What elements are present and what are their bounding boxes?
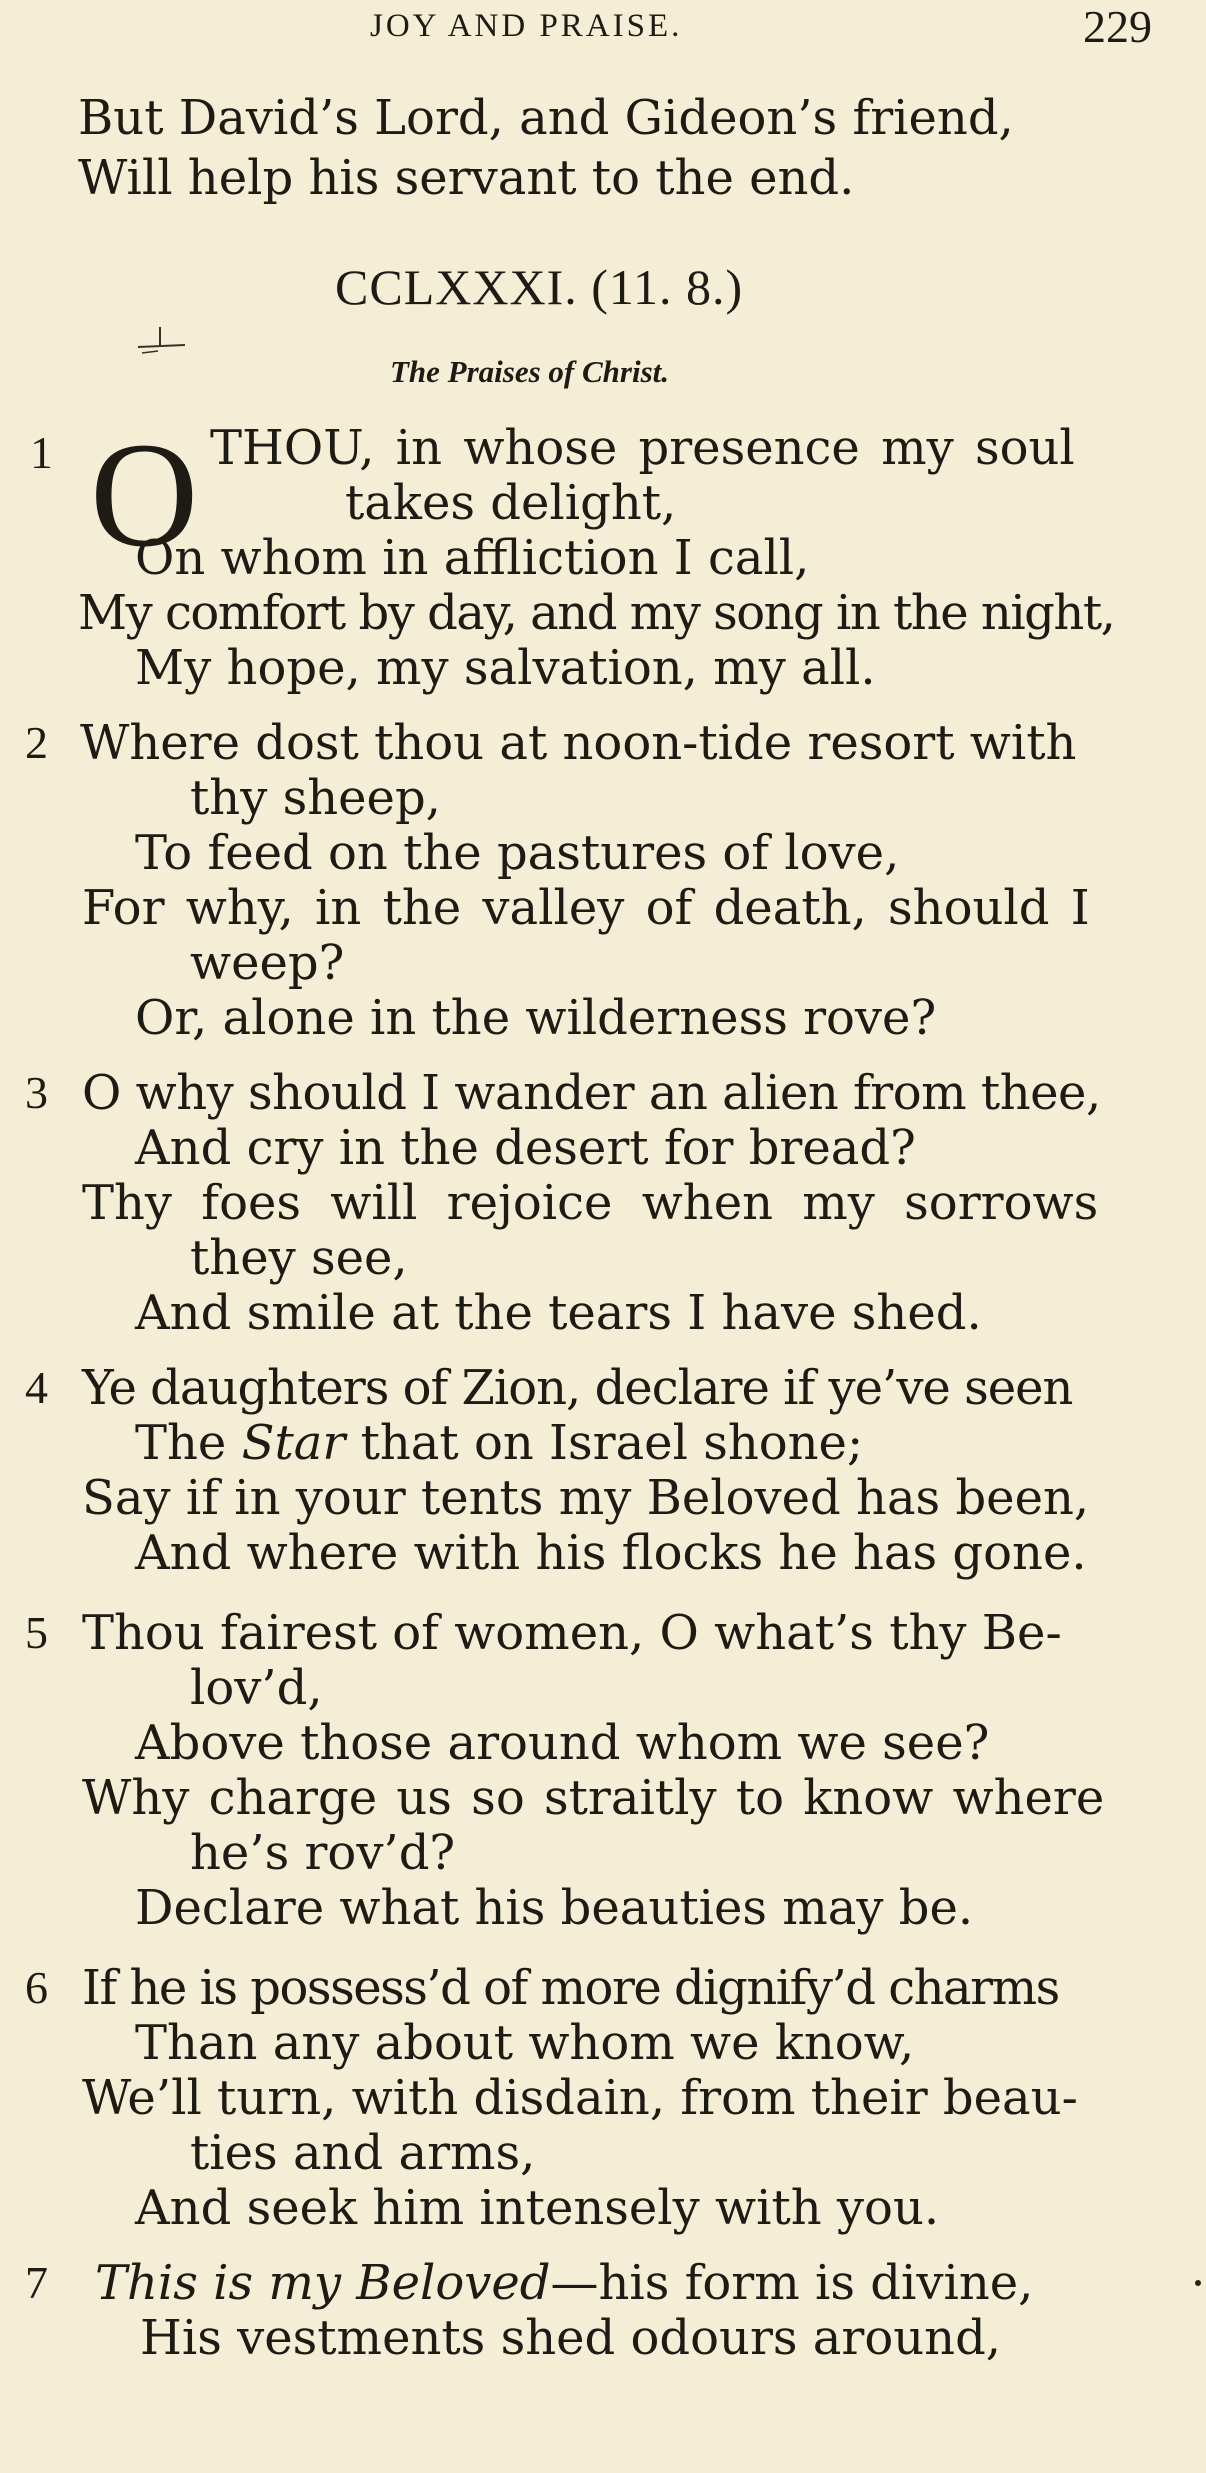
verse-4-text-2b: that on Israel shone; [345,1415,864,1471]
verse-6-line-5: And seek him intensely with you. [135,2180,940,2236]
verse-6-line-2: Than any about whom we know, [135,2015,915,2071]
verse-2-line-3: To feed on the pastures of love, [135,825,900,881]
verse-number-1: 1 [30,427,53,478]
verse-7-line-2: His vestments shed odours around, [140,2310,1002,2366]
verse-3-line-5: And smile at the tears I have shed. [135,1285,982,1341]
verse-2-line-6: Or, alone in the wilderness rove? [135,990,937,1046]
verse-number-6: 6 [25,1962,48,2013]
carryover-line-2: Will help his servant to the end. [78,150,855,206]
verse-number-4: 4 [25,1362,48,1413]
drop-cap: O [90,412,199,578]
hymn-number: CCLXXXI. (11. 8.) [335,259,744,315]
verse-number-2: 2 [25,717,48,768]
verse-1-line-2: takes delight, [345,475,677,531]
verse-4-line-2 [135,1415,863,1471]
verse-5-line-6: Declare what his beauties may be. [135,1880,974,1936]
verse-4-line-4: And where with his flocks he has gone. [135,1525,1087,1581]
verse-2-line-4: For why, in the valley of death, should I [82,880,1090,936]
verse-2-line-5: weep? [190,935,345,991]
verse-7-line-1 [95,2255,1033,2311]
running-head: JOY AND PRAISE. [370,8,683,44]
verse-5-line-1: Thou fairest of women, O what’s thy Be- [82,1605,1062,1661]
verse-6-line-4: ties and arms, [190,2125,536,2181]
verse-5-line-2: lov’d, [190,1660,323,1716]
verse-number-3: 3 [25,1067,48,1118]
ink-speck [1195,2280,1201,2286]
verse-1-line-5: My hope, my salvation, my all. [135,640,876,696]
verse-5-line-3: Above those around whom we see? [135,1715,990,1771]
verse-1-line-3: On whom in affliction I call, [135,530,810,586]
verse-3-line-3: Thy foes will rejoice when my sorrows [82,1175,1099,1231]
verse-7-italic-text: This is my Beloved [95,2255,551,2311]
verse-2-line-2: thy sheep, [190,770,441,826]
verse-3-line-4: they see, [190,1230,408,1286]
printer-mark-icon [130,325,190,365]
verse-2-line-1: Where dost thou at noon-tide resort with [80,715,1077,771]
hymn-subtitle: The Praises of Christ. [390,354,670,389]
verse-5-line-4: Why charge us so straitly to know where [82,1770,1105,1826]
verse-6-line-3: We’ll turn, with disdain, from their beau- [82,2070,1078,2126]
verse-3-line-1: O why should I wander an alien from thee, [82,1065,1101,1121]
verse-4-line-3: Say if in your tents my Beloved has been, [82,1470,1090,1526]
verse-4-text-2a: The [135,1415,242,1471]
verse-1-line-4: My comfort by day, and my song in the night, [78,585,1115,641]
verse-4-line-1: Ye daughters of Zion, declare if ye’ve seen [82,1360,1073,1416]
verse-7-text-1: —his form is divine, [550,2255,1034,2311]
verse-number-7: 7 [25,2257,48,2308]
verse-3-line-2: And cry in the desert for bread? [135,1120,916,1176]
verse-1-text-1: THOU, in whose presence my soul [210,420,1075,476]
carryover-line-1: But David’s Lord, and Gideon’s friend, [78,90,1014,146]
verse-number-5: 5 [25,1607,48,1658]
verse-5-line-5: he’s rov’d? [190,1825,456,1881]
verse-1-line-1 [210,420,1175,476]
verse-6-line-1: If he is possess’d of more dignify’d charms [82,1960,1059,2016]
verse-4-star: Star [241,1415,346,1471]
page-number: 229 [1083,1,1152,52]
